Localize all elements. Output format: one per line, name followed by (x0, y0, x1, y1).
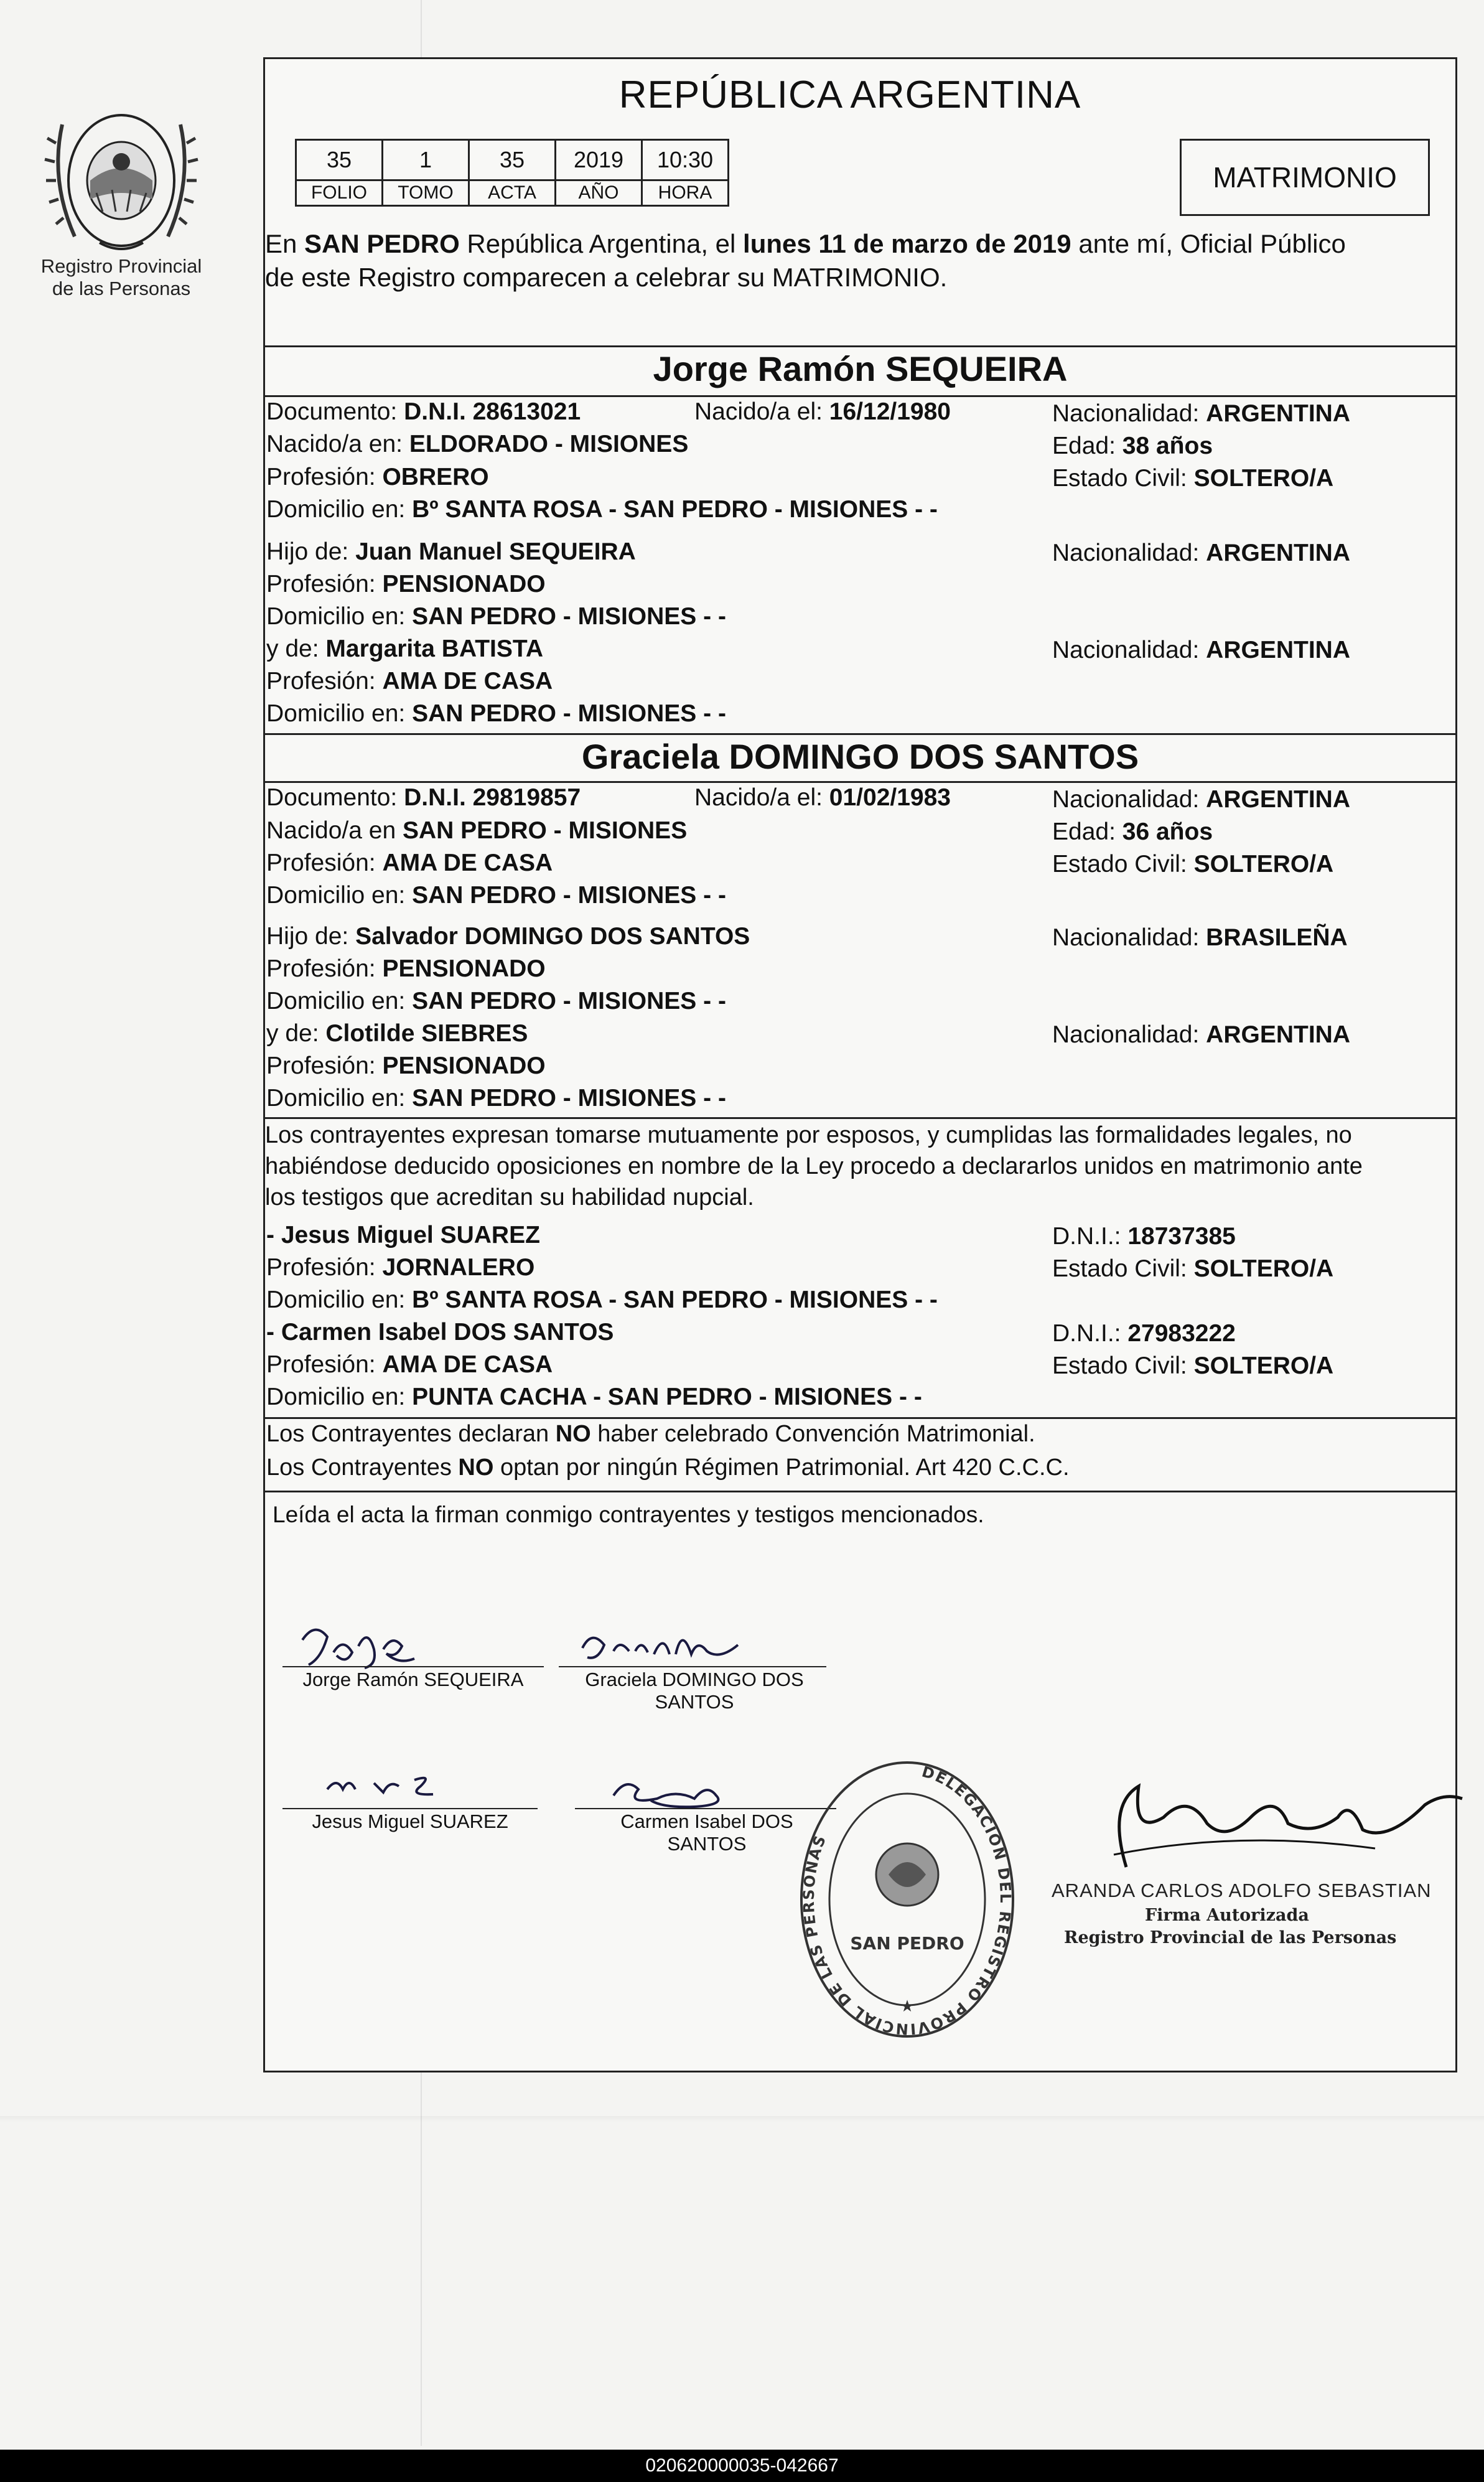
tomo-value: 1 (383, 140, 469, 180)
groom-father-profession: Profesión: PENSIONADO (266, 571, 546, 597)
groom-birthplace: Nacido/a en: ELDORADO - MISIONES (266, 431, 689, 457)
witness-2-dni: D.N.I.: 27983222 (1052, 1320, 1236, 1347)
witness-1-domicile: Domicilio en: Bº SANTA ROSA - SAN PEDRO - MISIONES - - (266, 1286, 938, 1313)
bride-nationality: Nacionalidad: ARGENTINA (1052, 786, 1351, 813)
bride-signature-label: Graciela DOMINGO DOS SANTOS (585, 1669, 804, 1713)
hora-value: 10:30 (642, 140, 729, 180)
witness-2-name: - Carmen Isabel DOS SANTOS (266, 1319, 614, 1346)
groom-signature-icon (290, 1615, 439, 1671)
delegation-stamp-icon (789, 1750, 1025, 2043)
witness-2-civil-status: Estado Civil: SOLTERO/A (1052, 1352, 1334, 1379)
witness-1-name: - Jesus Miguel SUAREZ (266, 1222, 540, 1248)
acta-reference-table (295, 139, 729, 207)
registry-caption-line2: de las Personas (52, 278, 191, 299)
intro-paragraph: En SAN PEDRO República Argentina, el lunes 11 de marzo de 2019 ante mí, Oficial Público de este Registro comparecen a celebrar su MATRIMONIO. (265, 229, 1346, 292)
document-code-bar (0, 2450, 1484, 2482)
record-type-box: MATRIMONIO (1180, 139, 1430, 216)
stamp-ring-text: DELEGACION DEL REGISTRO PROVINCIAL DE LAS PERSONAS (800, 1763, 1014, 2038)
svg-text:★: ★ (900, 1997, 915, 2015)
groom-domicile: Domicilio en: Bº SANTA ROSA - SAN PEDRO - MISIONES - - (266, 496, 938, 523)
bride-document: Documento: D.N.I. 29819857 (266, 784, 581, 811)
stamp-center-text: SAN PEDRO (850, 1933, 964, 1954)
groom-mother: y de: Margarita BATISTA (266, 635, 543, 662)
bride-father-nationality: Nacionalidad: BRASILEÑA (1052, 924, 1348, 951)
bride-signature-icon (570, 1620, 757, 1670)
folio-label: FOLIO (296, 180, 383, 206)
acta-label: ACTA (469, 180, 556, 206)
bride-father: Hijo de: Salvador DOMINGO DOS SANTOS (266, 923, 750, 950)
groom-document: Documento: D.N.I. 28613021 (266, 398, 581, 425)
page-title: REPÚBLICA ARGENTINA (618, 73, 1081, 116)
witness-1-signature-icon (315, 1764, 452, 1802)
groom-father-nationality: Nacionalidad: ARGENTINA (1052, 540, 1351, 566)
declaration-paragraph: Los contrayentes expresan tomarse mutuamente por esposos, y cumplidas las formalidades legales, no habiéndose deducido oposiciones en nombre de la Ley procedo a declararlos unidos en matrimonio ante los testigos que acreditan su habilidad nupcial. (265, 1122, 1363, 1211)
bride-mother-domicile: Domicilio en: SAN PEDRO - MISIONES - - (266, 1085, 726, 1112)
official-name: ARANDA CARLOS ADOLFO SEBASTIAN (1052, 1880, 1432, 1901)
bride-age: Edad: 36 años (1052, 818, 1213, 845)
bride-name: Graciela DOMINGO DOS SANTOS (581, 737, 1139, 776)
bride-profession: Profesión: AMA DE CASA (266, 850, 553, 876)
folio-value: 35 (296, 140, 383, 180)
document-code: 020620000035-042667 (645, 2455, 839, 2476)
anio-label: AÑO (556, 180, 642, 206)
bride-father-profession: Profesión: PENSIONADO (266, 955, 546, 982)
patrimonial-regime-statement: Los Contrayentes NO optan por ningún Régimen Patrimonial. Art 420 C.C.C. (266, 1454, 1070, 1481)
hora-label: HORA (642, 180, 729, 206)
witness-1-civil-status: Estado Civil: SOLTERO/A (1052, 1255, 1334, 1282)
scan-fold (0, 2116, 1484, 2122)
convention-statement: Los Contrayentes declaran NO haber celebrado Convención Matrimonial. (266, 1421, 1035, 1447)
witness-2-domicile: Domicilio en: PUNTA CACHA - SAN PEDRO - MISIONES - - (266, 1384, 922, 1410)
misiones-coat-of-arms-icon (37, 87, 205, 274)
groom-birthdate: Nacido/a el: 16/12/1980 (694, 398, 951, 425)
groom-nationality: Nacionalidad: ARGENTINA (1052, 400, 1351, 427)
bride-birthdate: Nacido/a el: 01/02/1983 (694, 784, 951, 811)
bride-mother-nationality: Nacionalidad: ARGENTINA (1052, 1021, 1351, 1048)
witness-1-dni: D.N.I.: 18737385 (1052, 1223, 1236, 1250)
bride-domicile: Domicilio en: SAN PEDRO - MISIONES - - (266, 882, 726, 909)
official-signature-icon (1052, 1780, 1484, 1873)
groom-father-domicile: Domicilio en: SAN PEDRO - MISIONES - - (266, 603, 726, 630)
anio-value: 2019 (556, 140, 642, 180)
groom-mother-profession: Profesión: AMA DE CASA (266, 668, 553, 695)
intro-date: lunes 11 de marzo de 2019 (743, 229, 1071, 258)
groom-civil-status: Estado Civil: SOLTERO/A (1052, 465, 1334, 492)
witness-2-profession: Profesión: AMA DE CASA (266, 1351, 553, 1378)
official-title: Firma Autorizada (1145, 1906, 1309, 1925)
bride-birthplace: Nacido/a en SAN PEDRO - MISIONES (266, 817, 688, 844)
tomo-label: TOMO (383, 180, 469, 206)
witness-1-signature-label: Jesus Miguel SUAREZ (312, 1810, 508, 1832)
groom-father: Hijo de: Juan Manuel SEQUEIRA (266, 538, 636, 565)
groom-mother-nationality: Nacionalidad: ARGENTINA (1052, 637, 1351, 663)
groom-age: Edad: 38 años (1052, 433, 1213, 459)
intro-place: SAN PEDRO (304, 229, 460, 258)
witness-1-profession: Profesión: JORNALERO (266, 1254, 535, 1281)
witness-2-signature-label: Carmen Isabel DOS SANTOS (620, 1810, 793, 1855)
bride-civil-status: Estado Civil: SOLTERO/A (1052, 851, 1334, 878)
groom-profession: Profesión: OBRERO (266, 464, 489, 490)
groom-signature-label: Jorge Ramón SEQUEIRA (302, 1669, 524, 1690)
bride-mother-profession: Profesión: PENSIONADO (266, 1052, 546, 1079)
registry-caption (25, 255, 218, 300)
registry-caption-line1: Registro Provincial (40, 255, 202, 277)
closing-statement: Leída el acta la firman conmigo contrayentes y testigos mencionados. (273, 1502, 984, 1527)
official-registry: Registro Provincial de las Personas (1064, 1928, 1397, 1947)
bride-father-domicile: Domicilio en: SAN PEDRO - MISIONES - - (266, 988, 726, 1014)
bride-mother: y de: Clotilde SIEBRES (266, 1020, 528, 1047)
groom-name: Jorge Ramón SEQUEIRA (653, 349, 1068, 388)
official-signature-block (1052, 1780, 1484, 1967)
acta-value: 35 (469, 140, 556, 180)
groom-mother-domicile: Domicilio en: SAN PEDRO - MISIONES - - (266, 700, 726, 727)
